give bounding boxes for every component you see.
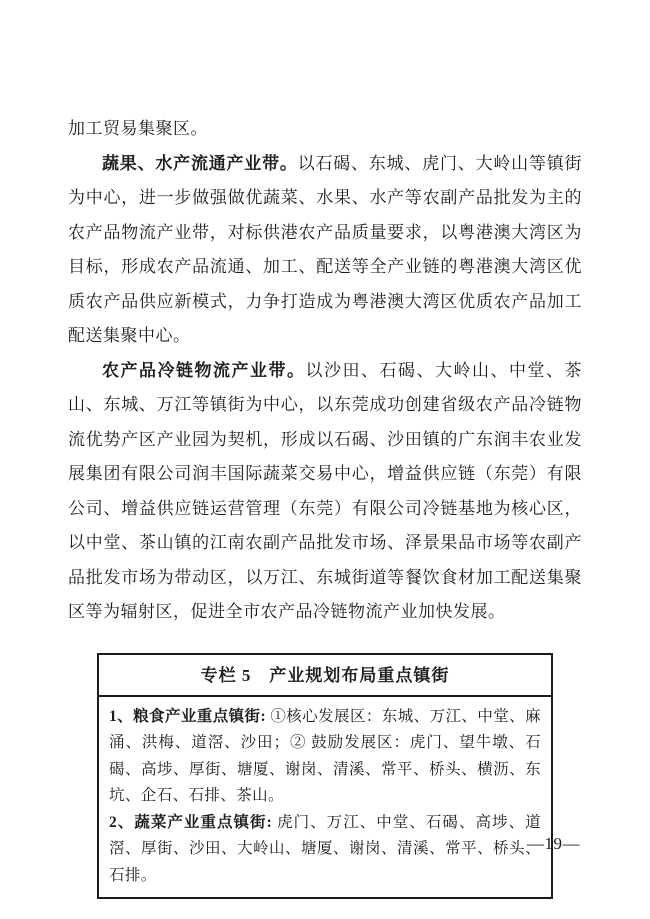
callout-item-text: 虎门、万江、中堂、石碣、高埗、道滘、厚街、沙田、大岭山、塘厦、谢岗、清溪、常平、桥头、石排。 [109,813,542,884]
callout-title: 专栏 5 产业规划布局重点镇街 [99,655,551,697]
paragraph-lead: 蔬果、水产流通产业带。 [102,153,298,173]
paragraph-text: 加工贸易集聚区。 [68,119,208,138]
paragraph-lead: 农产品冷链物流产业带。 [102,360,306,380]
callout-box [97,653,553,900]
document-body [68,112,582,899]
callout-item-grain [109,704,541,810]
body-paragraph-cold-chain-belt [68,354,582,630]
paragraph-text: 以石碣、东城、虎门、大岭山等镇街为中心，进一步做强做优蔬菜、水果、水产等农副产品批发为主的农产品物流产业带，对标供港农产品质量要求，以粤港澳大湾区为目标，形成农产品流通、加工、配送等全产业链的粤港澳大湾区优质农产品供应新模式，力争打造成为粤港澳大湾区优质农产品加工配送集聚中心。 [68,153,583,345]
body-paragraph-vegetable-aquatic-belt [68,147,582,354]
body-paragraph-continuation [68,112,582,147]
callout-item-lead: 2、蔬菜产业重点镇街: [109,813,273,831]
callout-item-lead: 1、粮食产业重点镇街: [109,707,267,725]
callout-item-vegetable [109,810,541,890]
paragraph-text: 以沙田、石碣、大岭山、中堂、茶山、东城、万江等镇街为中心，以东莞成功创建省级农产品冷链物流优势产区产业园为契机，形成以石碣、沙田镇的广东润丰农业发展集团有限公司润丰国际蔬菜交易中心，增益供应链（东莞）有限公司、增益供应链运营管理（东莞）有限公司冷链基地为核心区，以中堂、茶山镇的江南农副产品批发市场、泽景果品市场等农副产品批发市场为带动区，以万江、东城街道等餐饮食材加工配送集聚区等为辐射区，促进全市农产品冷链物流产业加快发展。 [68,360,582,621]
callout-item-text: ①核心发展区：东城、万江、中堂、麻涌、洪梅、道滘、沙田；② 鼓励发展区：虎门、望牛墩、石碣、高埗、厚街、塘厦、谢岗、清溪、常平、桥头、横沥、东坑、企石、石排、茶山。 [109,707,542,804]
callout-body [99,697,551,898]
page-number: —19— [527,834,580,853]
